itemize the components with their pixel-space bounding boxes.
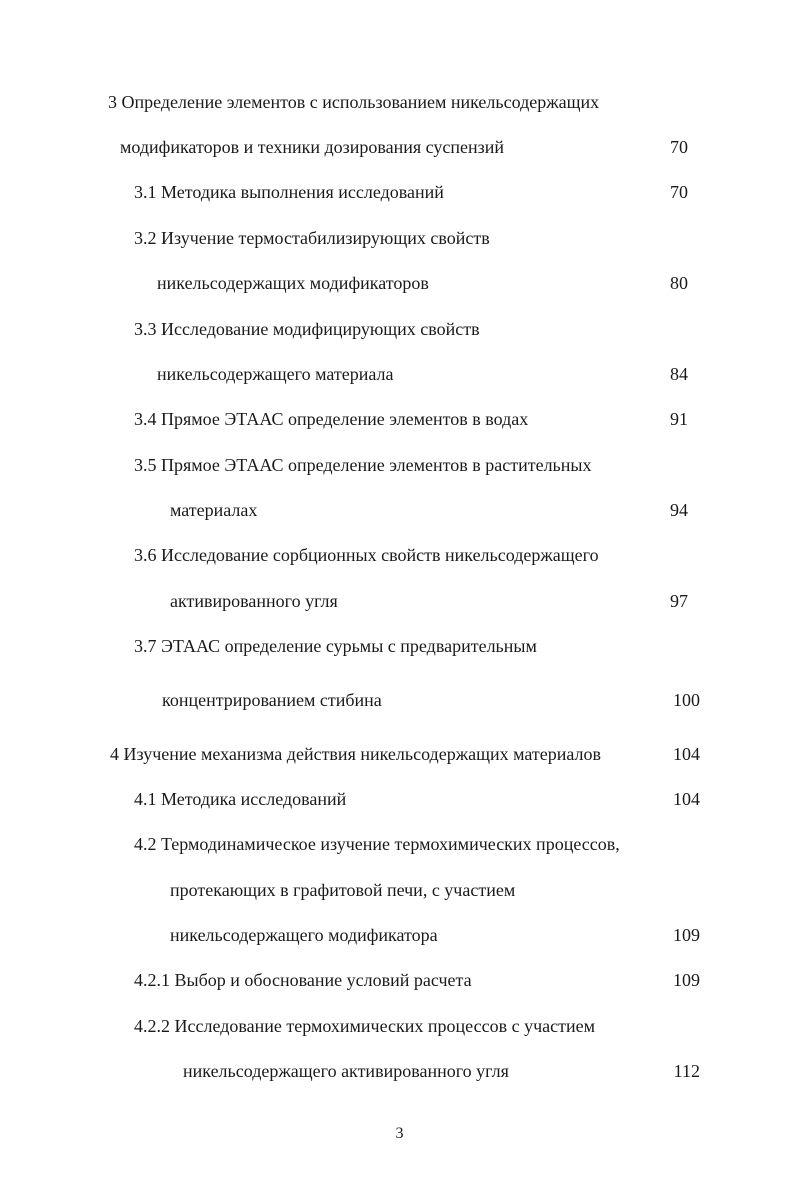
toc-entry-4-2-line2: протекающих в графитовой печи, с участием xyxy=(170,880,516,900)
toc-entry-3-5-line1: 3.5 Прямое ЭТААС определение элементов в растительных xyxy=(134,455,592,475)
toc-entry-3-5-line2: материалах xyxy=(170,500,258,520)
toc-page-3-2: 80 xyxy=(670,273,688,293)
toc-entry-4-2-2-line1: 4.2.2 Исследование термохимических процессов с участием xyxy=(134,1016,595,1036)
toc-page-3-6: 97 xyxy=(670,591,688,611)
toc-page-3-4: 91 xyxy=(670,409,688,429)
toc-entry-3-7-line2: концентрированием стибина xyxy=(162,690,382,710)
toc-entry-4-2-line3: никельсодержащего модификатора xyxy=(170,925,438,945)
toc-entry-4-2-line1: 4.2 Термодинамическое изучение термохимических процессов, xyxy=(134,834,620,854)
toc-page-4-2: 109 xyxy=(673,925,700,945)
toc-entry-3-2-line1: 3.2 Изучение термостабилизирующих свойств xyxy=(134,228,490,248)
toc-entry-4: 4 Изучение механизма действия никельсодержащих материалов xyxy=(110,744,602,764)
toc-page-3-1: 70 xyxy=(670,182,688,202)
toc-entry-4-2-1: 4.2.1 Выбор и обоснование условий расчета xyxy=(134,970,472,990)
toc-entry-3-4: 3.4 Прямое ЭТААС определение элементов в водах xyxy=(134,409,529,429)
toc-entry-3-6-line2: активированного угля xyxy=(170,591,338,611)
toc-entry-3-2-line2: никельсодержащих модификаторов xyxy=(157,273,429,293)
toc-page-4: 104 xyxy=(673,744,700,764)
toc-entry-4-2-2-line2: никельсодержащего активированного угля xyxy=(183,1061,509,1081)
toc-page-3-5: 94 xyxy=(670,500,688,520)
toc-entry-4-1: 4.1 Методика исследований xyxy=(134,789,347,809)
toc-entry-3-line2: модификаторов и техники дозирования суспензий xyxy=(120,137,505,157)
toc-entry-3-3-line2: никельсодержащего материала xyxy=(157,364,394,384)
toc-page-3-3: 84 xyxy=(670,364,688,384)
toc-entry-3-3-line1: 3.3 Исследование модифицирующих свойств xyxy=(134,319,480,339)
toc-entry-3-line1: 3 Определение элементов с использованием никельсодержащих xyxy=(108,92,600,112)
toc-page-3: 70 xyxy=(670,137,688,157)
toc-page-4-2-1: 109 xyxy=(673,970,700,990)
toc-page-4-2-2: 112 xyxy=(673,1061,700,1081)
toc-page-4-1: 104 xyxy=(673,789,700,809)
toc-entry-3-6-line1: 3.6 Исследование сорбционных свойств никельсодержащего xyxy=(134,545,599,565)
toc-page-3-7: 100 xyxy=(673,690,700,710)
toc-entry-3-7-line1: 3.7 ЭТААС определение сурьмы с предварительным xyxy=(134,636,537,656)
toc-entry-3-1: 3.1 Методика выполнения исследований xyxy=(134,182,444,202)
page-number: 3 xyxy=(395,1125,404,1142)
